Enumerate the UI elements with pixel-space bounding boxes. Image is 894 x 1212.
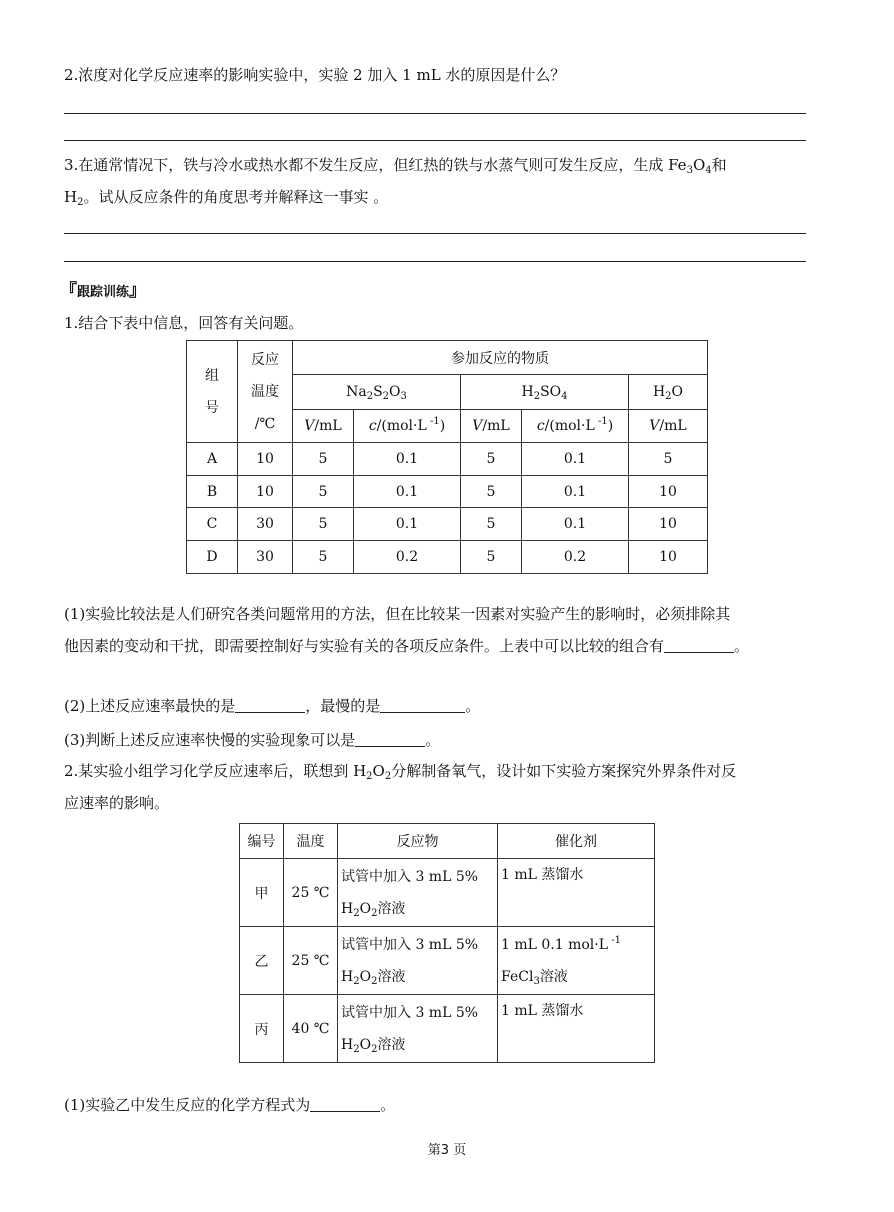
subscript: 2	[77, 197, 84, 208]
question-2-text: 2.浓度对化学反应速率的影响实验中，实验 2 加入 1 mL 水的原因是什么？	[64, 66, 566, 84]
cell-id: 甲	[240, 859, 284, 927]
period: 。	[465, 697, 481, 715]
header-volume: V/mL	[461, 410, 522, 443]
training-1-part-2	[64, 695, 480, 716]
table-row: B 10 5 0.1 5 0.1 10	[187, 476, 708, 508]
part-2-text: (2)上述反应速率最快的是	[64, 697, 236, 715]
answer-line[interactable]	[64, 233, 806, 234]
training-1-part-3	[64, 729, 440, 750]
training-1-part-1-line-2	[64, 635, 749, 656]
header-group	[187, 341, 238, 443]
period: 。	[734, 637, 750, 655]
bracket-open: 『	[60, 281, 77, 301]
header-substances: 参加反应的物质	[293, 341, 708, 375]
table-row	[240, 859, 655, 927]
training-2-text: 2.某实验小组学习化学反应速率后，联想到 H	[64, 762, 367, 780]
training-1-part-1-line-1	[64, 603, 730, 624]
answer-line[interactable]	[64, 140, 806, 141]
answer-line[interactable]	[64, 261, 806, 262]
training-2-line-2	[64, 792, 169, 813]
training-1-intro-text: 1.结合下表中信息，回答有关问题。	[64, 314, 304, 332]
subscript: 2	[384, 771, 392, 782]
cell-id: 乙	[240, 927, 284, 995]
answer-blank[interactable]	[310, 1097, 380, 1112]
subscript: 2	[366, 771, 373, 782]
answer-blank[interactable]	[664, 638, 734, 653]
q3-text: H	[64, 188, 78, 206]
training-2-line-1	[64, 760, 736, 781]
table-row: C 30 5 0.1 5 0.1 10	[187, 508, 708, 541]
answer-blank[interactable]	[355, 732, 425, 747]
part-1-text: (1)实验乙中发生反应的化学方程式为	[64, 1096, 311, 1114]
header-catalyst: 催化剂	[498, 824, 655, 859]
training-2-text: O	[372, 762, 385, 780]
table-row	[240, 927, 655, 995]
subscript: 3	[686, 165, 693, 176]
q3-text: O	[692, 156, 706, 174]
cell-reactant: 试管中加入 3 mL 5% $H_2O_2$溶液	[338, 927, 498, 995]
answer-line[interactable]	[64, 113, 806, 114]
header-h2so4: $H_2SO_4$	[461, 375, 629, 410]
page-footer	[0, 1139, 894, 1158]
subscript: 4	[705, 165, 712, 176]
answer-blank[interactable]	[235, 698, 305, 713]
header-concentration: c/(mol·L $^{-1}$)	[522, 410, 629, 443]
q3-text: 和	[711, 156, 727, 174]
header-temp-line: 温度	[251, 383, 279, 400]
cell-catalyst: 1 mL 0.1 mol·L $^{-1}$ FeCl$_3$溶液	[498, 927, 655, 995]
header-h2o: $H_2O$	[629, 375, 708, 410]
page-number: 第3 页	[427, 1143, 467, 1158]
header-concentration: c/(mol·L $^{-1}$)	[354, 410, 461, 443]
header-volume: V/mL	[293, 410, 354, 443]
training-2-part-1	[64, 1094, 395, 1115]
part-3-text: (3)判断上述反应速率快慢的实验现象可以是	[64, 731, 356, 749]
bracket-close: 』	[129, 281, 147, 301]
training-2-text: 应速率的影响。	[64, 794, 170, 812]
period: 。	[380, 1096, 396, 1114]
answer-blank[interactable]	[380, 698, 465, 713]
section-title: 跟踪训练	[77, 285, 130, 300]
cell-catalyst: 1 mL 蒸馏水	[498, 859, 655, 927]
cell-reactant: 试管中加入 3 mL 5% $H_2O_2$溶液	[338, 995, 498, 1063]
cell-catalyst: 1 mL 蒸馏水	[498, 995, 655, 1063]
header-temp: 温度	[284, 824, 338, 859]
q3-text: 3.在通常情况下，铁与冷水或热水都不发生反应，但红热的铁与水蒸气则可发生反应，生成 Fe	[64, 156, 687, 174]
training-2-text: 分解制备氧气，设计如下实验方案探究外界条件对反	[391, 762, 737, 780]
header-reactant: 反应物	[338, 824, 498, 859]
header-group-char: 组	[205, 367, 219, 384]
question-2	[64, 64, 565, 85]
question-3-line-2	[64, 186, 388, 207]
header-na2s2o3: $Na_2S_2O_3$	[293, 375, 461, 410]
cell-temp: 40 ℃	[284, 995, 338, 1063]
table-row: A 10 5 0.1 5 0.1 5	[187, 443, 708, 476]
cell-temp: 25 ℃	[284, 927, 338, 995]
table-row	[240, 995, 655, 1063]
question-3-line-1	[64, 154, 727, 175]
part-1-text: 他因素的变动和干扰，即需要控制好与实验有关的各项反应条件。上表中可以比较的组合有	[64, 637, 665, 655]
table-row: D 30 5 0.2 5 0.2 10	[187, 541, 708, 574]
header-temp-line: 反应	[251, 351, 279, 368]
cell-temp: 25 ℃	[284, 859, 338, 927]
cell-id: 丙	[240, 995, 284, 1063]
experiment-table-2	[239, 823, 655, 1063]
period: 。	[425, 731, 441, 749]
header-temp	[238, 341, 293, 443]
training-1-intro	[64, 312, 303, 333]
experiment-table-1	[186, 340, 708, 574]
cell-reactant: 试管中加入 3 mL 5% $H_2O_2$溶液	[338, 859, 498, 927]
header-volume: V/mL	[629, 410, 708, 443]
section-heading	[60, 276, 146, 301]
q3-text: 。试从反应条件的角度思考并解释这一事实 。	[83, 188, 389, 206]
header-temp-line: /℃	[254, 415, 276, 432]
header-id: 编号	[240, 824, 284, 859]
header-group-char: 号	[205, 399, 219, 416]
part-1-text: (1)实验比较法是人们研究各类问题常用的方法，但在比较某一因素对实验产生的影响时，必须排除其	[64, 605, 731, 623]
part-2-text: ，最慢的是	[305, 697, 381, 715]
